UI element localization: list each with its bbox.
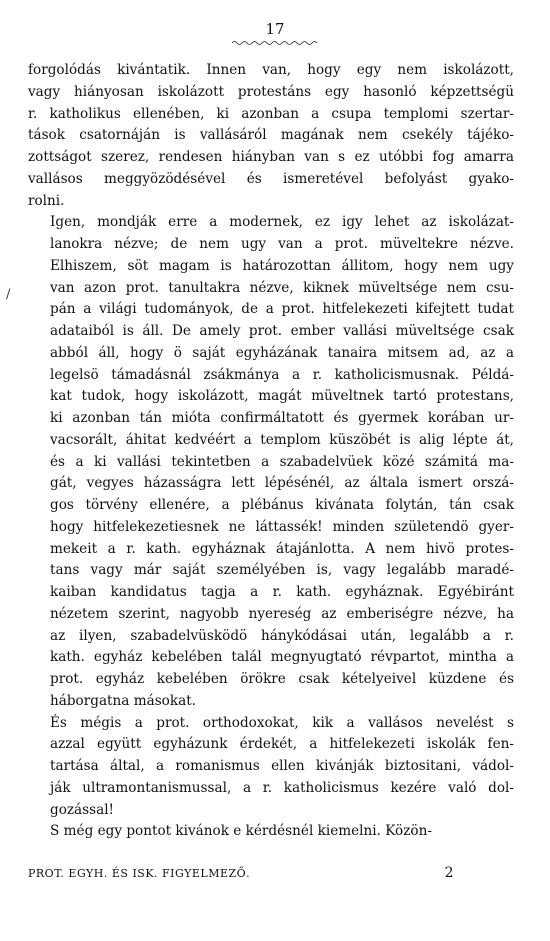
text-line: gos törvény ellenére, a plébánus kivánata folytán, tán csak <box>50 497 514 513</box>
text-line: tások csatornáján is vallásáról magának nem csekély tájéko- <box>28 127 514 144</box>
text-line: háborgatna másokat. <box>50 692 196 709</box>
text-line: rolni. <box>28 192 65 209</box>
text-line: zottságot szerez, rendesen hiányban van s ez utóbbi fog amarra <box>28 149 514 165</box>
text-line: legelsö támadásnál zsákmánya a r. katholicismusnak. Példá- <box>50 366 514 383</box>
text-line: pán a világi tudományok, de a prot. hitfelekezeti kifejtett tudat <box>50 301 514 318</box>
paragraph <box>28 60 514 212</box>
text-line: és a ki vallási tekintetben a szabadelvüek közé számitá ma- <box>50 453 514 470</box>
paragraph <box>28 212 514 712</box>
text-line: abból áll, hogy ö saját egyházának tanaira mitsem ad, az a <box>50 344 514 361</box>
page-footer <box>28 865 514 885</box>
text-line: kath. egyház kebelében talál megnyugtató révpartot, mintha a <box>50 649 514 666</box>
text-line: lanokra nézve; de nem ugy van a prot. müveltekre nézve. <box>50 236 514 252</box>
text-line: ki azonban tán mióta confirmáltatott és gyermek korában ur- <box>50 410 514 426</box>
text-line: az ilyen, szabadelvüsködö hánykódásai után, legalább a r. <box>50 627 514 644</box>
text-line: vagy hiányosan iskolázott protestáns egy hasonló képzettségü <box>28 83 514 100</box>
text-line: vacsorált, áhitat kedvéért a templom küszöbét is alig lépte át, <box>50 431 514 448</box>
text-line: Igen, mondják erre a modernek, ez igy lehet az iskolázat- <box>50 214 514 231</box>
text-line: vallásos meggyözödésével és ismeretével befolyást gyako- <box>28 170 514 187</box>
text-line: gozással! <box>50 801 115 818</box>
text-line: hogy hitfelekezetiesnek ne láttassék! minden születendö gyer- <box>50 518 514 535</box>
body-text <box>28 60 514 843</box>
text-line: r. katholikus ellenében, ki azonban a csupa templomi szertar- <box>28 105 514 122</box>
text-line: tans vagy már saját személyében is, vagy legalább maradé- <box>50 562 514 579</box>
wavy-ornament-rule <box>232 40 318 46</box>
text-line: kaiban kandidatus tagja a r. kath. egyháznak. Egyébiránt <box>50 584 514 600</box>
text-line: forgolódás kivántatik. Innen van, hogy egy nem iskolázott, <box>28 62 514 78</box>
text-line: tartása által, a romanismus ellen kivánják biztositani, vádol- <box>50 758 514 774</box>
text-line: kat tudok, hogy iskolázott, magát müveltnek tartó protestans, <box>50 388 514 405</box>
text-line: ják ultramontanismussal, a r. katholicismus kezére való dol- <box>50 779 514 796</box>
paragraph <box>28 821 514 843</box>
page-number: 17 <box>265 20 285 38</box>
footer-journal-title: PROT. EGYH. ÉS ISK. FIGYELMEZŐ. <box>28 867 251 880</box>
text-line: nézetem szerint, nagyobb nyereség az emberiségre nézve, ha <box>50 605 514 622</box>
text-line: van azon prot. tanultakra nézve, kiknek müveltsége nem csu- <box>50 279 514 296</box>
text-line: adataiból is áll. De amely prot. ember vallási müveltsége csak <box>50 323 514 339</box>
text-line: mekeit a r. kath. egyháznak átajánlotta. A nem hivö protes- <box>50 540 514 557</box>
text-line: S még egy pontot kivánok e kérdésnél kiemelni. Közön- <box>50 823 432 840</box>
margin-mark: / <box>6 287 11 302</box>
footer-signature-number: 2 <box>444 865 454 881</box>
text-line: gát, vegyes házasságra lett lépésénél, az általa ismert orszá- <box>50 475 514 492</box>
paragraph <box>28 713 514 822</box>
text-line: Elhiszem, söt magam is határozottan állitom, hogy nem ugy <box>50 257 514 274</box>
text-line: prot. egyház kebelében örökre csak kételyeivel küzdene és <box>50 671 514 687</box>
text-line: És mégis a prot. orthodoxokat, kik a vallásos nevelést s <box>50 714 514 731</box>
text-line: azzal együtt egyházunk érdekét, a hitfelekezeti iskolák fen- <box>50 736 514 753</box>
